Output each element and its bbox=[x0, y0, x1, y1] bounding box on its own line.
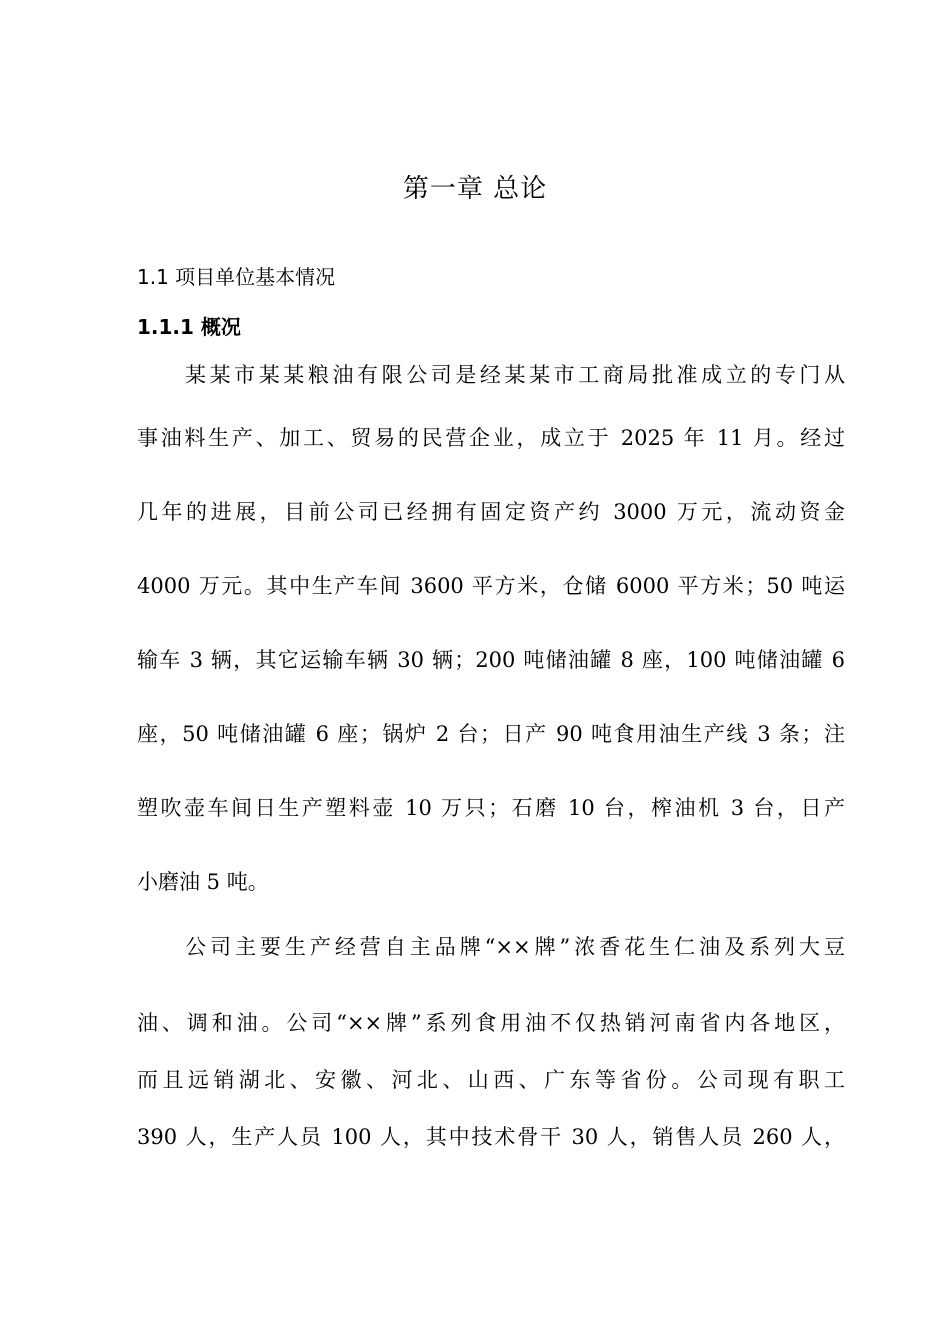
paragraph-line: 塑吹壶车间日生产塑料壶 10 万只；石磨 10 台，榨油机 3 台，日产 bbox=[137, 796, 845, 820]
chapter-title: 第一章 总论 bbox=[402, 174, 548, 204]
paragraph-line: 座，50 吨储油罐 6 座；锅炉 2 台；日产 90 吨食用油生产线 3 条；注 bbox=[137, 722, 845, 746]
paragraph-line: 油、调和油。公司“××牌”系列食用油不仅热销河南省内各地区， bbox=[137, 1011, 845, 1035]
subsection-heading: 1.1.1 概况 bbox=[137, 315, 241, 339]
section-heading: 1.1 项目单位基本情况 bbox=[137, 265, 336, 289]
paragraph-line: 4000 万元。其中生产车间 3600 平方米，仓储 6000 平方米；50 吨运 bbox=[137, 574, 845, 598]
paragraph-line: 某某市某某粮油有限公司是经某某市工商局批准成立的专门从 bbox=[185, 363, 845, 387]
paragraph-line: 390 人，生产人员 100 人，其中技术骨干 30 人，销售人员 260 人， bbox=[137, 1125, 845, 1149]
paragraph-line: 小磨油 5 吨。 bbox=[137, 870, 269, 894]
paragraph-line: 公司主要生产经营自主品牌“××牌”浓香花生仁油及系列大豆 bbox=[185, 935, 845, 959]
paragraph-line: 事油料生产、加工、贸易的民营企业，成立于 2025 年 11 月。经过 bbox=[137, 426, 845, 450]
paragraph-line: 几年的进展，目前公司已经拥有固定资产约 3000 万元，流动资金 bbox=[137, 500, 845, 524]
paragraph-line: 而且远销湖北、安徽、河北、山西、广东等省份。公司现有职工 bbox=[137, 1068, 845, 1092]
paragraph-line: 输车 3 辆，其它运输车辆 30 辆；200 吨储油罐 8 座，100 吨储油罐 6 bbox=[137, 648, 845, 672]
